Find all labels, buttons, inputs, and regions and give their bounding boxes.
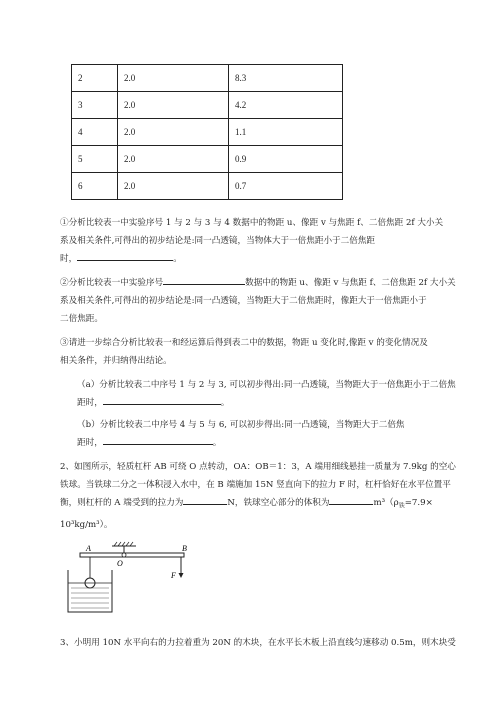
q1-part1-line1: ①分析比较表一中实验序号 1 与 2 与 3 与 4 数据中的物距 u、像距 v 与焦距 f、二倍焦距 2f 大小关 bbox=[60, 218, 444, 228]
trial-number-cell: 2 bbox=[72, 65, 118, 92]
q2-rho-subscript: 铁 bbox=[398, 502, 405, 510]
force-arrowhead bbox=[179, 573, 184, 578]
focal-length-cell: 2.0 bbox=[118, 119, 229, 146]
table-row bbox=[72, 119, 343, 146]
q1-part-b-line1: （b）分析比较表二中序号 4 与 5 与 6, 可以初步得出:同一凸透镜，当物距大于二倍焦 bbox=[77, 420, 405, 430]
q1-part-b-end: 。 bbox=[212, 438, 222, 448]
q2-line3b: N，铁球空心部分的体积为 bbox=[227, 498, 330, 508]
q1-part1-end: 。 bbox=[173, 254, 182, 264]
label-f: F bbox=[171, 571, 176, 580]
q1-part-a-line2: 距时， bbox=[77, 398, 103, 408]
trial-number-cell: 4 bbox=[72, 119, 118, 146]
table-row bbox=[72, 92, 343, 119]
answer-blank[interactable] bbox=[103, 435, 213, 445]
answer-blank[interactable] bbox=[329, 495, 373, 505]
q2-line1: 2、如图所示，轻质杠杆 AB 可绕 O 点转动，OA：OB＝1：3，A 端用细线悬挂一质量为 7.9kg 的空心 bbox=[60, 462, 456, 472]
q1-part3 bbox=[60, 334, 480, 370]
q2-line3a: 衡，则杠杆的 A 端受到的拉力为 bbox=[60, 498, 184, 508]
distance-cell: 4.2 bbox=[229, 92, 343, 119]
label-b: B bbox=[182, 544, 187, 553]
pivot-point bbox=[122, 553, 126, 557]
question-3 bbox=[60, 634, 480, 652]
ceiling-hatch bbox=[114, 542, 133, 546]
q1-part1-line2: 系及相关条件,可得出的初步结论是:同一凸透镜，当物体大于一倍焦距小于二倍焦距 bbox=[60, 236, 376, 246]
trial-number-cell: 3 bbox=[72, 92, 118, 119]
question-2 bbox=[60, 458, 480, 534]
q1-part2-line2: 系及相关条件,可得出的初步结论是:同一凸透镜，当物距大于二倍焦距时，像距大于一倍焦距小于 bbox=[60, 296, 427, 306]
results-table bbox=[71, 64, 343, 200]
distance-cell: 1.1 bbox=[229, 119, 343, 146]
q2-line2: 铁球。当铁球二分之一体积浸入水中，在 B 端施加 15N 竖直向下的拉力 F 时，杠杆恰好在水平位置平 bbox=[60, 480, 451, 490]
q1-part2-line3: 二倍焦距。 bbox=[60, 314, 103, 324]
table-row bbox=[72, 173, 343, 200]
focal-length-cell: 2.0 bbox=[118, 146, 229, 173]
trial-number-cell: 6 bbox=[72, 173, 118, 200]
answer-blank[interactable] bbox=[183, 495, 227, 505]
q1-part-a bbox=[77, 376, 480, 412]
q1-part-a-end: 。 bbox=[220, 398, 230, 408]
water-hatching bbox=[71, 588, 109, 608]
q1-part-b-line2: 距时， bbox=[77, 438, 103, 448]
q1-part3-line1: ③请进一步综合分析比较表一和经运算后得到表二中的数据，物距 u 变化时,像距 v 的变化情况及 bbox=[60, 338, 428, 348]
focal-length-cell: 2.0 bbox=[118, 92, 229, 119]
q2-line4: 10³kg/m³）。 bbox=[60, 519, 113, 530]
q1-part1 bbox=[60, 214, 480, 268]
label-o: O bbox=[117, 559, 123, 568]
q2-line3d: =7.9× bbox=[404, 498, 433, 508]
q1-part-b bbox=[77, 416, 480, 452]
q3-line1: 3、小明用 10N 水平向右的力拉着重为 20N 的木块，在水平长木板上沿直线匀速移动 0.5m，则木块受 bbox=[60, 638, 456, 648]
lever-bar bbox=[80, 553, 184, 557]
q1-part-a-line1: （a）分析比较表二中序号 1 与 2 与 3, 可以初步得出:同一凸透镜，当物距大于一倍焦距小于二倍焦 bbox=[77, 380, 456, 390]
q1-part2 bbox=[60, 274, 480, 328]
label-a: A bbox=[86, 544, 91, 553]
answer-blank[interactable] bbox=[77, 251, 173, 261]
q1-part1-line3: 时， bbox=[60, 254, 78, 264]
distance-cell: 8.3 bbox=[229, 65, 343, 92]
table-row bbox=[72, 146, 343, 173]
focal-length-cell: 2.0 bbox=[118, 65, 229, 92]
q2-line3c: m³（ρ bbox=[373, 498, 399, 508]
q1-part3-line2: 相关条件，并归纳得出结论。 bbox=[60, 356, 172, 366]
distance-cell: 0.7 bbox=[229, 173, 343, 200]
distance-cell: 0.9 bbox=[229, 146, 343, 173]
table-row bbox=[72, 65, 343, 92]
answer-blank[interactable] bbox=[163, 275, 245, 285]
answer-blank[interactable] bbox=[103, 395, 221, 405]
lever-figure bbox=[60, 540, 210, 620]
q1-part2-line1a: ②分析比较表一中实验序号 bbox=[60, 278, 164, 288]
focal-length-cell: 2.0 bbox=[118, 173, 229, 200]
trial-number-cell: 5 bbox=[72, 146, 118, 173]
q1-part2-line1b: 数据中的物距 u、像距 v 与焦距 f、二倍焦距 2f 大小关 bbox=[245, 278, 456, 288]
